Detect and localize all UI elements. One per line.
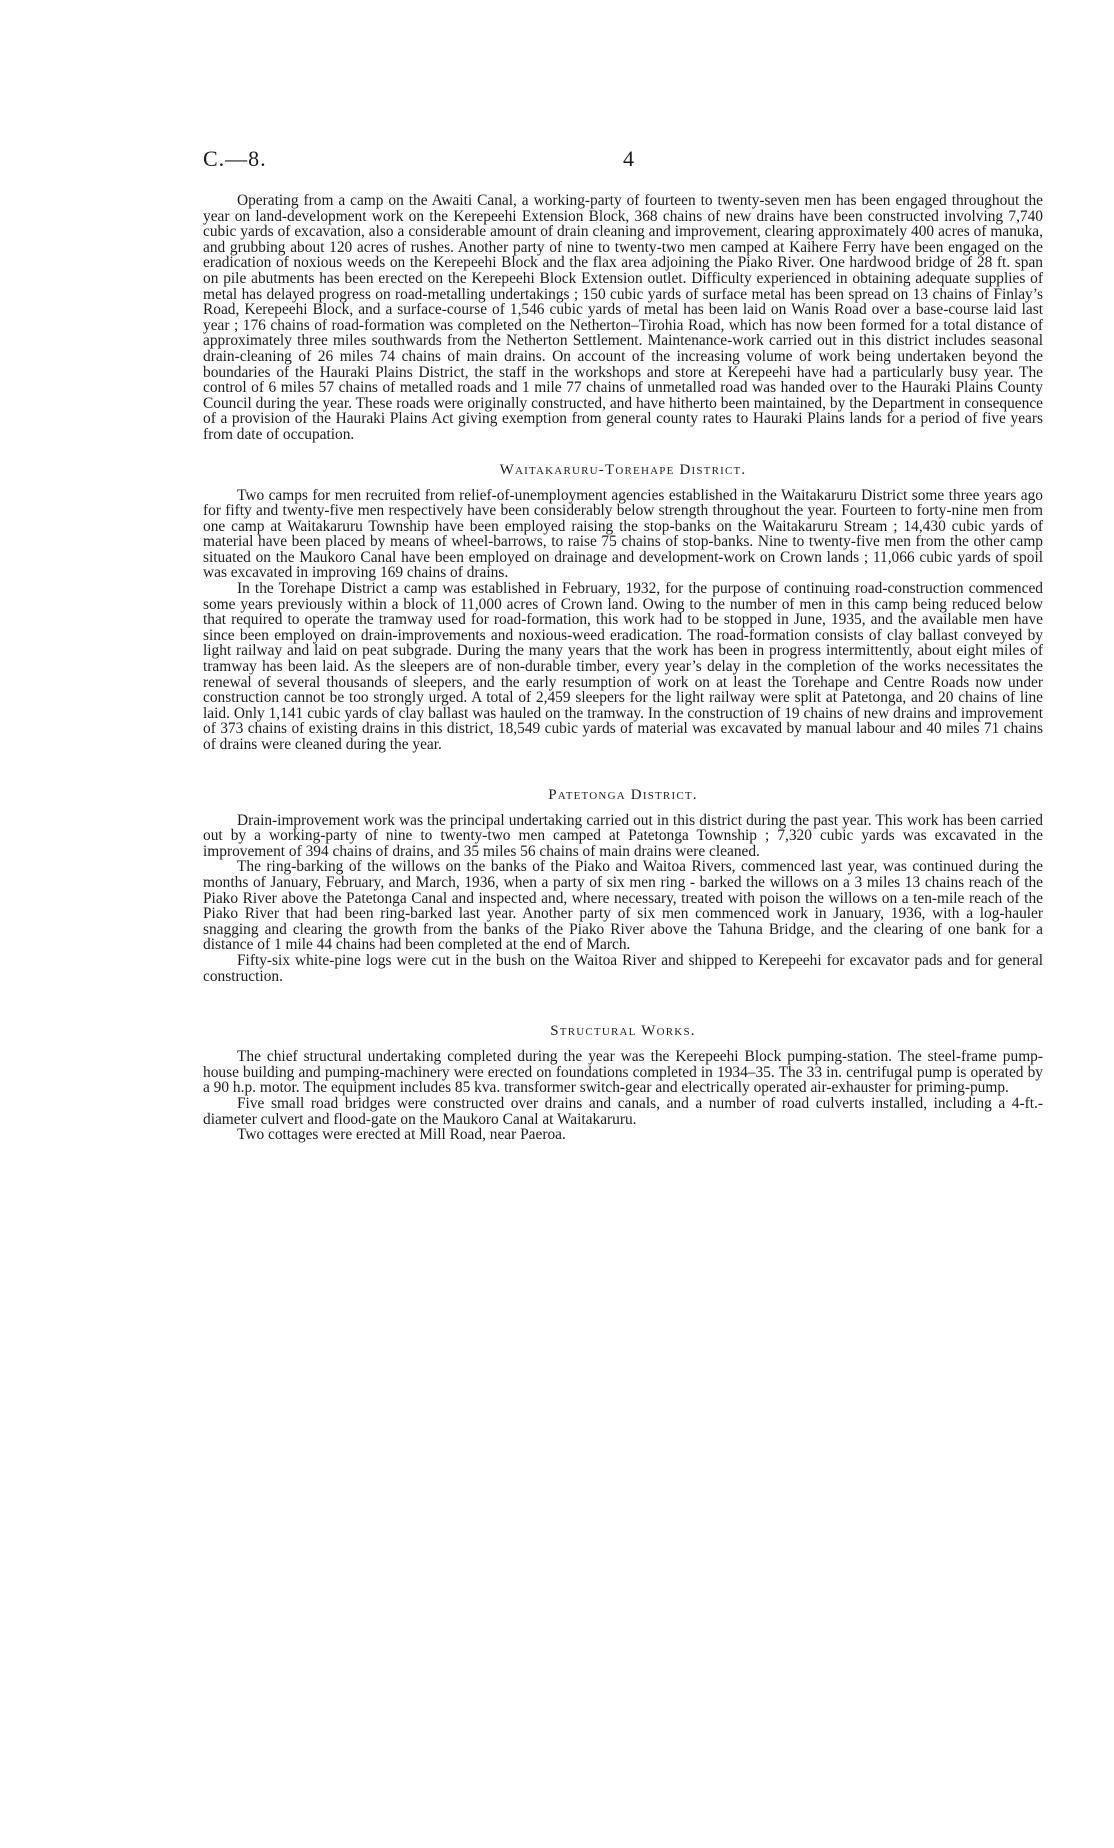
intro-paragraph: Operating from a camp on the Awaiti Canal, a working-party of fourteen to twenty-seven men has been engaged throughout the year on land-development work on the Kerepeehi Extension Block, 368 chains of new drains have been constructed involving 7,740 cubic yards of excavation, also a considerable amount of drain cleaning and improvement, clearing approximately 400 acres of manuka, and grubbing about 120 acres of rushes. Another party of nine to twenty-two men camped at Kaihere Ferry have been engaged on the eradication of noxious weeds on the Kerepeehi Block and the flax area adjoining the Piako River. One hardwood bridge of 28 ft. span on pile abutments has been erected on the Kerepeehi Block Extension outlet. Difficulty experienced in obtaining adequate supplies of metal has delayed progress on road-metalling undertakings ; 150 cubic yards of surface metal has been spread on 13 chains of Finlay’s Road, Kerepeehi Block, and a surface-course of 1,546 cubic yards of metal has been laid on Wanis Road over a base-course laid last year ; 176 chains of road-formation was completed on the Netherton–Tirohia Road, which has now been formed for a total distance of approximately three miles southwards from the Netherton Settlement. Maintenance-work carried out in this district includes seasonal drain-cleaning of 26 miles 74 chains of main drains. On account of the increasing volume of work being undertaken beyond the boundaries of the Hauraki Plains District, the staff in the workshops and store at Kerepeehi have had a particularly busy year. The control of 6 miles 57 chains of metalled roads and 1 mile 77 chains of unmetalled road was handed over to the Hauraki Plains County Council during the year. These roads were originally constructed, and have hitherto been maintained, by the Department in consequence of a provision of the Hauraki Plains Act giving exemption from general county rates to Hauraki Plains lands for a period of five years from date of occupation. [203, 192, 1043, 443]
section-heading-structural-works: Structural Works. [550, 1023, 696, 1040]
structural-paragraph-1: The chief structural undertaking completed during the year was the Kerepeehi Block pumping-station. The steel-frame pump-house building and pumping-machinery were erected on foundations completed in 1934–35. The 33 in. centrifugal pump is operated by a 90 h.p. motor. The equipment includes 85 kva. transformer switch-gear and electrically operated air-exhauster for priming-pump. [203, 1048, 1043, 1097]
page-header [203, 146, 1043, 176]
patetonga-paragraph-2: The ring-barking of the willows on the banks of the Piako and Waitoa Rivers, commenced last year, was continued during the months of January, February, and March, 1936, when a party of six men ring - barked the willows on a 3 miles 13 chains reach of the Piako River above the Patetonga Canal and inspected and, where necessary, treated with poison the willows on a ten-mile reach of the Piako River that had been ring-barked last year. Another party of six men commenced work in January, 1936, with a log-hauler snagging and clearing the growth from the banks of the Piako River above the Tahuna Bridge, and the clearing of one bank for a distance of 1 mile 44 chains had been completed at the end of March. [203, 858, 1043, 954]
waitakaruru-paragraph-2: In the Torehape District a camp was established in February, 1932, for the purpose of continuing road-construction commenced some years previously within a block of 11,000 acres of Crown land. Owing to the number of men in this camp being reduced below that required to operate the tramway used for road-formation, this work had to be stopped in June, 1935, and the available men have since been employed on drain-improvements and noxious-weed eradication. The road-formation consists of clay ballast conveyed by light railway and laid on peat subgrade. During the many years that the work has been in progress intermittently, about eight miles of tramway has been laid. As the sleepers are of non-durable timber, every year’s delay in the completion of the works necessitates the renewal of several thousands of sleepers, and the early resumption of work on at least the Torehape and Centre Roads now under construction cannot be too strongly urged. A total of 2,459 sleepers for the light railway were split at Patetonga, and 20 chains of line laid. Only 1,141 cubic yards of clay ballast was hauled on the tramway. In the construction of 19 chains of new drains and improvement of 373 chains of existing drains in this district, 18,549 cubic yards of material was excavated by manual labour and 40 miles 71 chains of drains were cleaned during the year. [203, 580, 1043, 753]
page-number: 4 [623, 146, 634, 171]
structural-paragraph-2: Five small road bridges were constructed over drains and canals, and a number of road culverts installed, including a 4-ft.-diameter culvert and flood-gate on the Maukoro Canal at Waitakaruru. [203, 1094, 1043, 1128]
patetonga-paragraph-3: Fifty-six white-pine logs were cut in the bush on the Waitoa River and shipped to Kerepeehi for excavator pads and for general construction. [203, 951, 1043, 985]
document-reference: C.—8. [203, 146, 267, 171]
section-heading-patetonga: Patetonga District. [548, 786, 698, 803]
section-heading-waitakaruru-torehape: Waitakaruru-Torehape District. [499, 461, 747, 478]
page-content [203, 193, 1043, 1143]
patetonga-paragraph-1: Drain-improvement work was the principal undertaking carried out in this district during the past year. This work has been carried out by a working-party of nine to twenty-two men camped at Patetonga Township ; 7,320 cubic yards was excavated in the improvement of 394 chains of drains, and 35 miles 56 chains of main drains were cleaned. [203, 811, 1043, 860]
structural-paragraph-3: Two cottages were erected at Mill Road, near Paeroa. [237, 1126, 566, 1144]
waitakaruru-paragraph-1: Two camps for men recruited from relief-of-unemployment agencies established in the Waitakaruru District some three years ago for fifty and twenty-five men respectively have been considerably below strength throughout the year. Fourteen to forty-nine men from one camp at Waitakaruru Township have been employed raising the stop-banks on the Waitakaruru Stream ; 14,430 cubic yards of material have been placed by means of wheel-barrows, to raise 75 chains of stop-banks. Nine to twenty-five men from the other camp situated on the Maukoro Canal have been employed on drainage and development-work on Crown lands ; 11,066 cubic yards of spoil was excavated in improving 169 chains of drains. [203, 486, 1043, 582]
